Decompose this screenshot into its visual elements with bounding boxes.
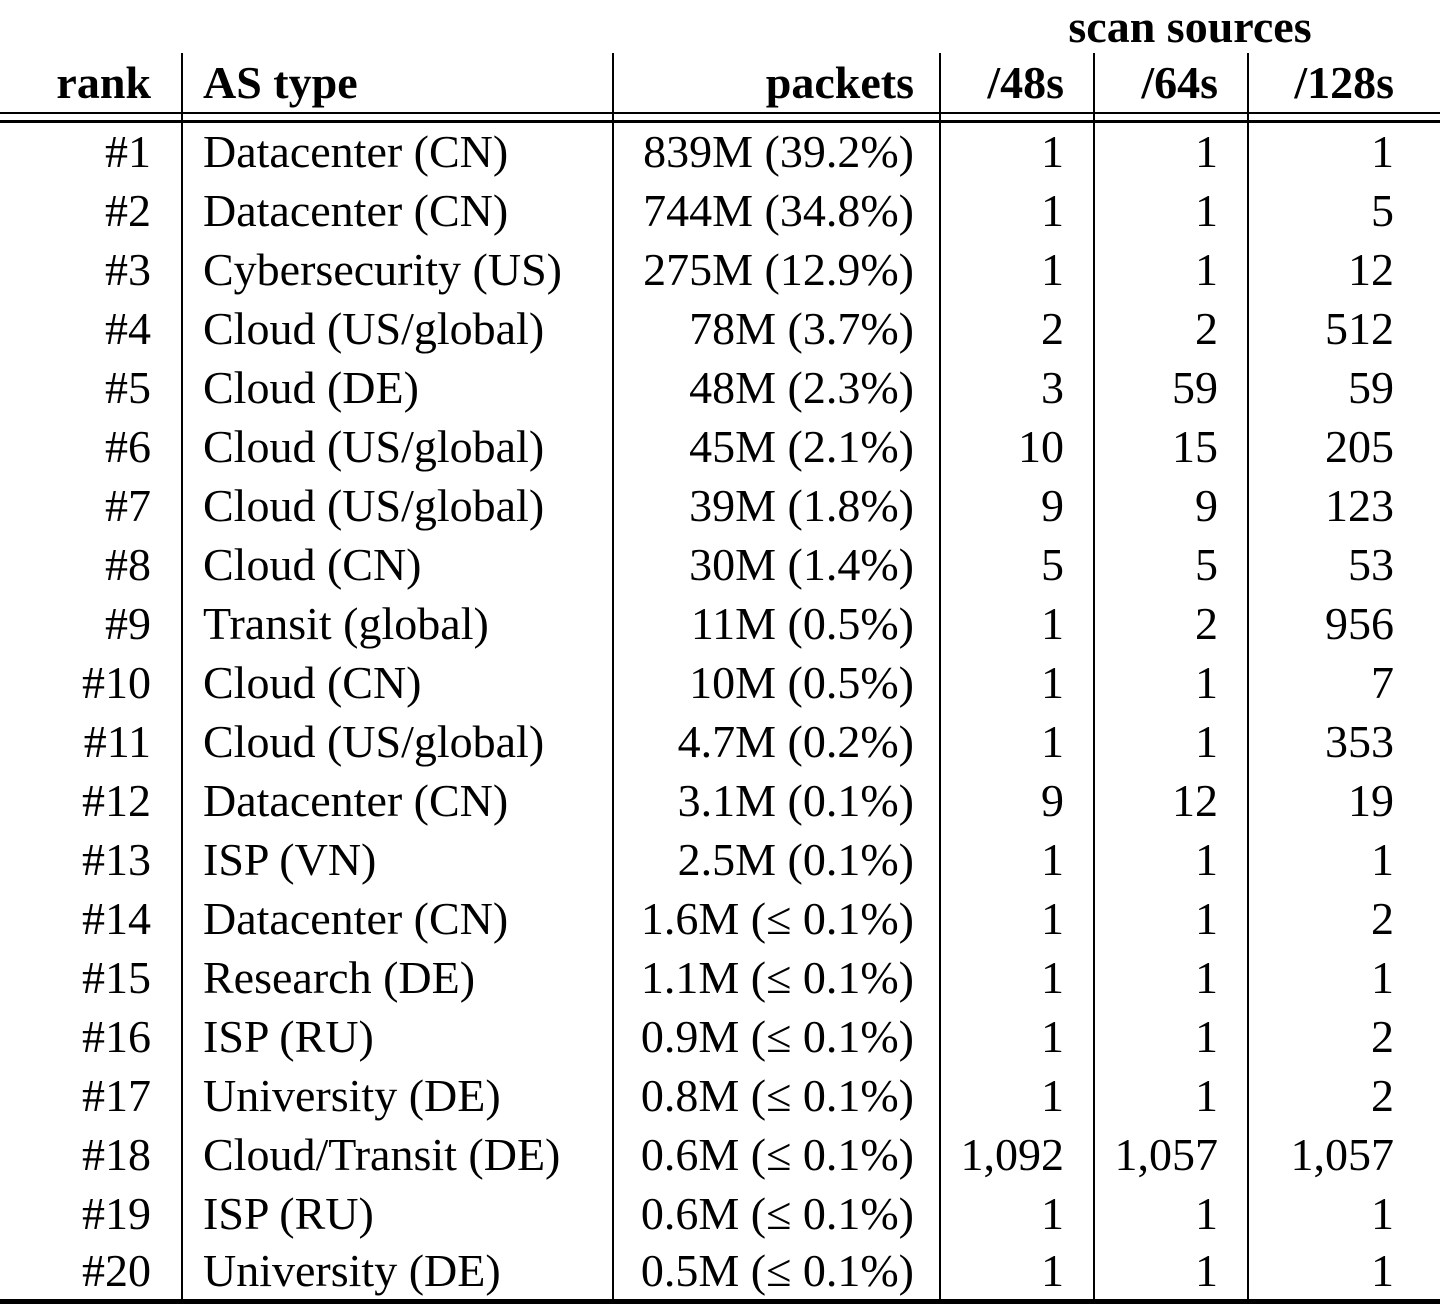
- s128-cell: 1: [1371, 1187, 1395, 1239]
- rank-cell: #4: [0, 299, 182, 358]
- rank-cell: #19: [0, 1184, 182, 1243]
- s64-cell: 1: [1094, 1184, 1248, 1243]
- s128-cell: 12: [1348, 243, 1395, 295]
- rank-cell: #18: [0, 1125, 182, 1184]
- s64-cell: 1: [1094, 948, 1248, 1007]
- s128-cell: 1: [1248, 1243, 1440, 1302]
- s48-cell: 1: [940, 653, 1094, 712]
- packets-cell: 11M (0.5%): [613, 594, 940, 653]
- rank-cell: #1: [0, 122, 182, 181]
- s48-cell: 1: [940, 712, 1094, 771]
- s64-cell: 1: [1094, 830, 1248, 889]
- rank-cell: #14: [0, 889, 182, 948]
- table-row: [0, 417, 1440, 476]
- as-type-cell: Cloud (US/global): [182, 712, 613, 771]
- packets-cell: 78M (3.7%): [613, 299, 940, 358]
- packets-cell: 275M (12.9%): [613, 240, 940, 299]
- as-type-cell: ISP (RU): [182, 1184, 613, 1243]
- as-type-cell: ISP (VN): [182, 830, 613, 889]
- group-header-row: [0, 0, 1440, 53]
- s64-cell: 1: [1094, 181, 1248, 240]
- s64-cell: 59: [1094, 358, 1248, 417]
- table-row: [0, 240, 1440, 299]
- packets-cell: 4.7M (0.2%): [613, 712, 940, 771]
- table-row: [0, 122, 1440, 181]
- s128-cell: 2: [1371, 892, 1395, 944]
- rank-cell: #6: [0, 417, 182, 476]
- packets-cell: 3.1M (0.1%): [613, 771, 940, 830]
- s64-cell: 2: [1094, 594, 1248, 653]
- rank-cell: #3: [0, 240, 182, 299]
- s48-cell: 1: [940, 594, 1094, 653]
- s64-cell: 1: [1094, 1243, 1248, 1302]
- as-type-cell: Transit (global): [182, 594, 613, 653]
- table-row: [0, 1125, 1440, 1184]
- as-type-cell: Research (DE): [182, 948, 613, 1007]
- table-row: [0, 653, 1440, 712]
- packets-cell: 839M (39.2%): [613, 122, 940, 181]
- s128-cell: 59: [1348, 361, 1395, 413]
- as-type-cell: Datacenter (CN): [182, 181, 613, 240]
- s48-cell: 1: [940, 889, 1094, 948]
- s48-cell: 1: [940, 240, 1094, 299]
- as-type-cell: Datacenter (CN): [182, 889, 613, 948]
- s48-cell: 5: [940, 535, 1094, 594]
- packets-cell: 48M (2.3%): [613, 358, 940, 417]
- table-row: [0, 299, 1440, 358]
- s128-cell: 1: [1371, 126, 1395, 178]
- packets-cell: 0.8M (≤ 0.1%): [613, 1066, 940, 1125]
- rank-cell: #9: [0, 594, 182, 653]
- s64-cell: 5: [1094, 535, 1248, 594]
- packets-cell: 1.6M (≤ 0.1%): [613, 889, 940, 948]
- packets-cell: 39M (1.8%): [613, 476, 940, 535]
- as-type-cell: Datacenter (CN): [182, 122, 613, 181]
- table-body: [0, 122, 1440, 1302]
- table-row: [0, 948, 1440, 1007]
- table-row: [0, 476, 1440, 535]
- s128-cell: 53: [1348, 538, 1395, 590]
- s64-cell: 15: [1094, 417, 1248, 476]
- rank-cell: #5: [0, 358, 182, 417]
- as-type-cell: University (DE): [182, 1243, 613, 1302]
- as-type-cell: Cloud (DE): [182, 358, 613, 417]
- s128-cell: 353: [1325, 715, 1395, 767]
- s64-cell: 1: [1094, 1066, 1248, 1125]
- table-row: [0, 1066, 1440, 1125]
- s64-cell: 1: [1094, 240, 1248, 299]
- s48-cell: 1: [940, 181, 1094, 240]
- rank-cell: #11: [0, 712, 182, 771]
- s64-cell: 1,057: [1094, 1125, 1248, 1184]
- as-type-cell: ISP (RU): [182, 1007, 613, 1066]
- packets-cell: 0.6M (≤ 0.1%): [613, 1125, 940, 1184]
- s48-cell: 1: [940, 1066, 1094, 1125]
- as-type-cell: Cloud (US/global): [182, 417, 613, 476]
- s48-cell: 1: [940, 1184, 1094, 1243]
- table-row: [0, 535, 1440, 594]
- s48-cell: 9: [940, 771, 1094, 830]
- packets-cell: 30M (1.4%): [613, 535, 940, 594]
- as-type-cell: Cloud (US/global): [182, 299, 613, 358]
- s48-cell: 1,092: [940, 1125, 1094, 1184]
- s64-cell: 1: [1094, 712, 1248, 771]
- packets-cell: 45M (2.1%): [613, 417, 940, 476]
- table-row: [0, 1184, 1440, 1243]
- s128-cell: 512: [1325, 302, 1395, 354]
- s48-cell: 1: [940, 948, 1094, 1007]
- as-type-cell: Cloud (CN): [182, 653, 613, 712]
- s128-cell: 2: [1371, 1069, 1395, 1121]
- rank-cell: #2: [0, 181, 182, 240]
- s128-cell: 1: [1371, 951, 1395, 1003]
- s48-cell: 2: [940, 299, 1094, 358]
- table-row: [0, 1243, 1440, 1302]
- s128-cell: 205: [1325, 420, 1395, 472]
- s128-cell: 956: [1325, 597, 1395, 649]
- s48-cell: 1: [940, 830, 1094, 889]
- rank-cell: #20: [0, 1243, 182, 1302]
- packets-cell: 0.5M (≤ 0.1%): [613, 1243, 940, 1302]
- col-header-rank: rank: [0, 53, 182, 113]
- table-row: [0, 358, 1440, 417]
- as-type-cell: University (DE): [182, 1066, 613, 1125]
- table-row: [0, 830, 1440, 889]
- s64-cell: 1: [1094, 653, 1248, 712]
- rank-cell: #13: [0, 830, 182, 889]
- s48-cell: 3: [940, 358, 1094, 417]
- s128-cell: 2: [1371, 1010, 1395, 1062]
- as-type-cell: Cybersecurity (US): [182, 240, 613, 299]
- rank-cell: #7: [0, 476, 182, 535]
- s128-cell: 7: [1371, 656, 1395, 708]
- rank-cell: #10: [0, 653, 182, 712]
- packets-cell: 2.5M (0.1%): [613, 830, 940, 889]
- as-type-cell: Cloud/Transit (DE): [182, 1125, 613, 1184]
- group-header-scan-sources: scan sources: [1068, 1, 1312, 52]
- s128-cell: 19: [1348, 774, 1395, 826]
- table-row: [0, 771, 1440, 830]
- rank-cell: #8: [0, 535, 182, 594]
- s64-cell: 9: [1094, 476, 1248, 535]
- packets-cell: 10M (0.5%): [613, 653, 940, 712]
- table-row: [0, 1007, 1440, 1066]
- rank-cell: #17: [0, 1066, 182, 1125]
- s128-cell: 1,057: [1290, 1128, 1395, 1180]
- s48-cell: 1: [940, 1007, 1094, 1066]
- s48-cell: 1: [940, 122, 1094, 181]
- s64-cell: 1: [1094, 122, 1248, 181]
- packets-cell: 744M (34.8%): [613, 181, 940, 240]
- rank-cell: #16: [0, 1007, 182, 1066]
- s128-cell: 1: [1371, 833, 1395, 885]
- s128-cell: 123: [1325, 479, 1395, 531]
- packets-cell: 0.9M (≤ 0.1%): [613, 1007, 940, 1066]
- rank-cell: #15: [0, 948, 182, 1007]
- table-row: [0, 889, 1440, 948]
- rank-cell: #12: [0, 771, 182, 830]
- as-type-cell: Datacenter (CN): [182, 771, 613, 830]
- col-header-128s: /128s: [1248, 53, 1440, 113]
- s64-cell: 1: [1094, 889, 1248, 948]
- col-header-packets: packets: [613, 53, 940, 113]
- table-row: [0, 594, 1440, 653]
- s64-cell: 1: [1094, 1007, 1248, 1066]
- col-header-as-type: AS type: [182, 53, 613, 113]
- s64-cell: 12: [1094, 771, 1248, 830]
- as-type-cell: Cloud (CN): [182, 535, 613, 594]
- s48-cell: 10: [940, 417, 1094, 476]
- s48-cell: 9: [940, 476, 1094, 535]
- s48-cell: 1: [940, 1243, 1094, 1302]
- col-header-48s: /48s: [940, 53, 1094, 113]
- packets-cell: 1.1M (≤ 0.1%): [613, 948, 940, 1007]
- col-header-64s: /64s: [1094, 53, 1248, 113]
- packets-cell: 0.6M (≤ 0.1%): [613, 1184, 940, 1243]
- s128-cell: 5: [1371, 184, 1395, 236]
- as-type-cell: Cloud (US/global): [182, 476, 613, 535]
- table-row: [0, 181, 1440, 240]
- group-header-empty: [0, 0, 940, 53]
- header-double-rule-gap: [0, 113, 1440, 122]
- s64-cell: 2: [1094, 299, 1248, 358]
- table-row: [0, 712, 1440, 771]
- column-header-row: [0, 53, 1440, 113]
